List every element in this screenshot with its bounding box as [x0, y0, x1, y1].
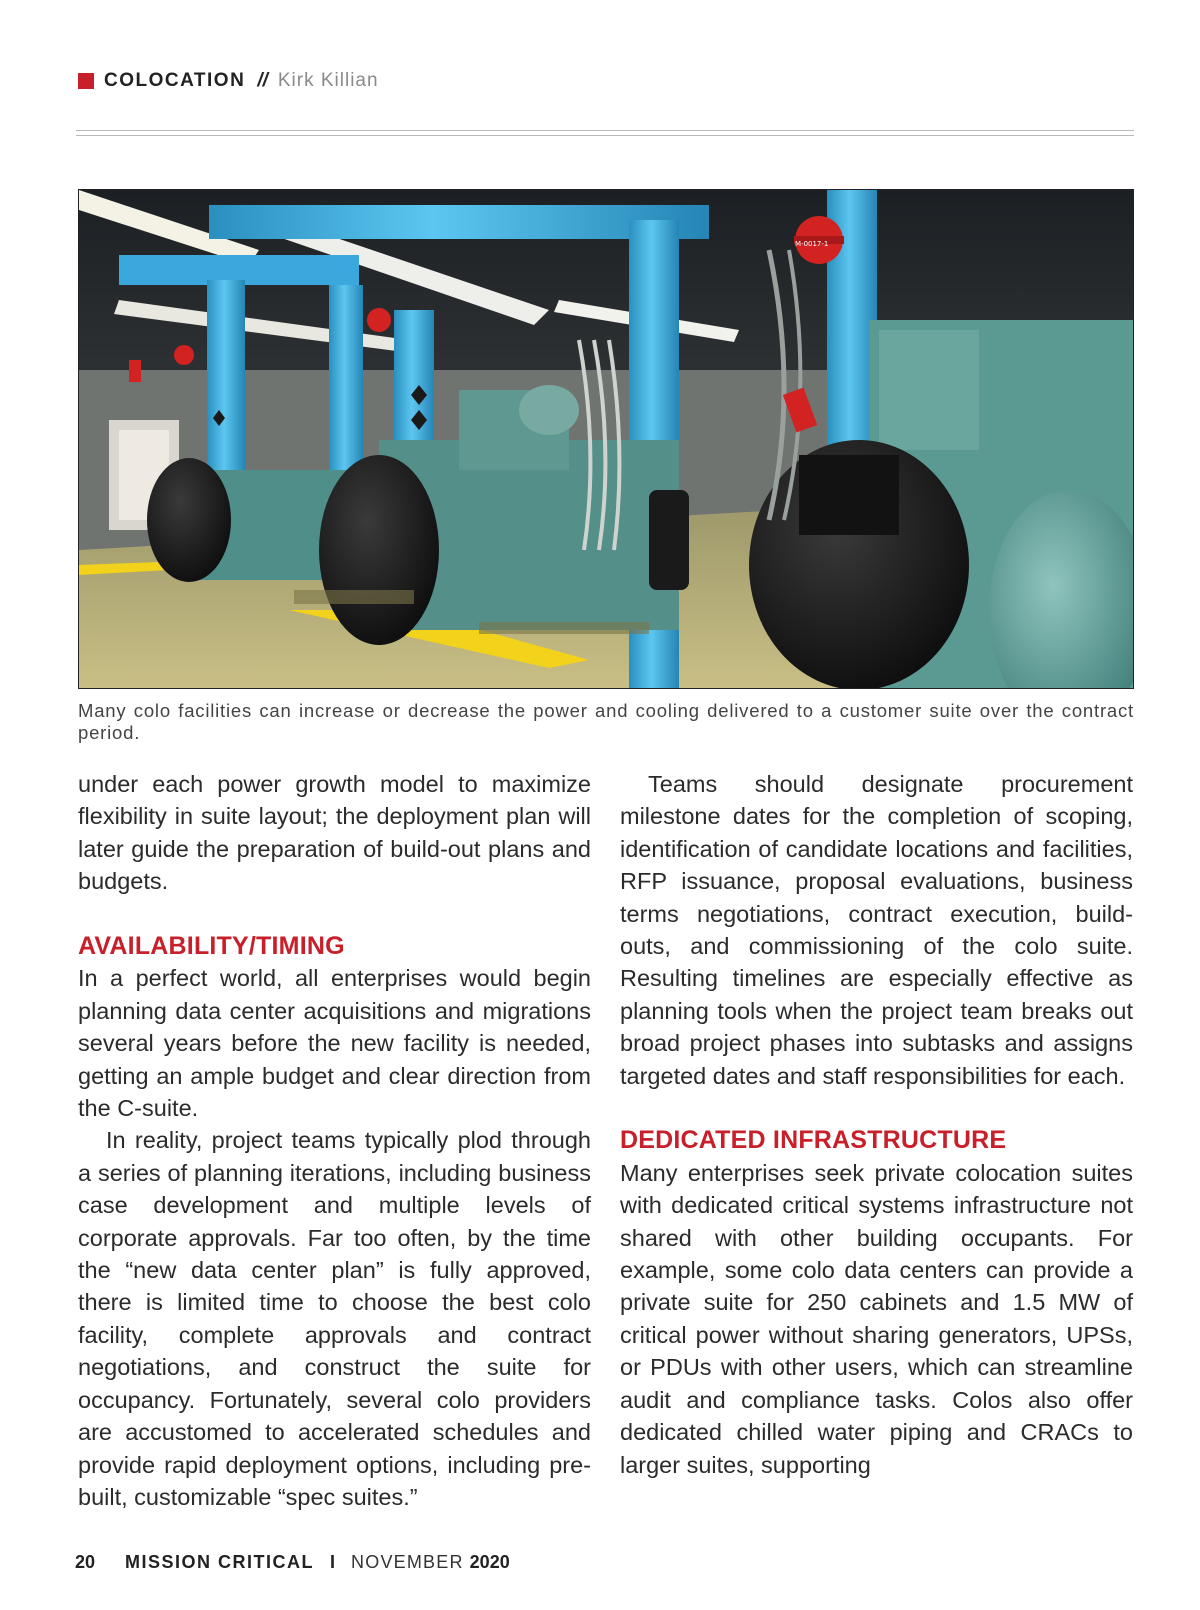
- section-header: [78, 70, 379, 92]
- paragraph-gap: [78, 898, 591, 930]
- footer-separator: I: [330, 1552, 336, 1572]
- page-footer: [75, 1552, 510, 1573]
- valve-tag-label: M-0017-1: [795, 240, 829, 248]
- header-separator: //: [257, 70, 268, 91]
- photo-caption: Many colo facilities can increase or decrease the power and cooling delivered to a customer suite over the contract period.: [78, 700, 1134, 743]
- left-paragraph-3: In reality, project teams typically plod through a series of planning iterations, including business case development and multiple levels of corporate approvals. Far too often, by the time the “new data center plan” is fully approved, there is limited time to choose the best colo facility, complete approvals and contract negotiations, and construct the suite for occupancy. Fortunately, several colo providers are accustomed to accelerated schedules and provide rapid deployment options, including pre-built, customizable “spec suites.”: [78, 1127, 591, 1510]
- left-paragraph-2: In a perfect world, all enterprises would begin planning data center acquisitions and migrations several years before the new facility is needed, getting an ample budget and clear direction from the C-suite.: [78, 965, 591, 1122]
- section-marker-icon: [78, 73, 94, 89]
- header-rule-top: [76, 130, 1134, 131]
- issue-month: NOVEMBER: [351, 1552, 464, 1572]
- right-paragraph-2: Many enterprises seek private colocation suites with dedicated critical systems infrastructure not shared with other building occupants. For example, some colo data centers can provide a private suite for 250 cabinets and 1.5 MW of critical power without sharing generators, UPSs, or PDUs with other users, which can streamline audit and compliance tasks. Colos also offer dedicated chilled water piping and CRACs to larger suites, supporting: [620, 1159, 1133, 1478]
- chiller-plant-photo: [79, 190, 1134, 689]
- article-photo: [78, 189, 1134, 689]
- left-paragraph-1: under each power growth model to maximize flexibility in suite layout; the deployment plan will later guide the preparation of build-out plans and budgets.: [78, 771, 591, 895]
- section-title: COLOCATION: [104, 70, 246, 91]
- page-number: 20: [75, 1552, 96, 1572]
- paragraph-gap: [620, 1092, 1133, 1124]
- right-paragraph-1: Teams should designate procurement milestone dates for the completion of scoping, identification of candidate locations and facilities, RFP issuance, proposal evaluations, business terms negotiations, contract execution, build-outs, and commissioning of the colo suite. Resulting timelines are especially effective as planning tools when the project team breaks out broad project phases into subtasks and assigns targeted dates and staff responsibilities for each.: [620, 771, 1133, 1089]
- issue-year: 2020: [469, 1552, 510, 1572]
- header-rule-bottom: [76, 135, 1134, 136]
- heading-dedicated-infrastructure: DEDICATED INFRASTRUCTURE: [620, 1126, 1007, 1155]
- author-name: Kirk Killian: [277, 70, 379, 91]
- right-column: [620, 768, 1133, 1481]
- heading-availability-timing: AVAILABILITY/TIMING: [78, 932, 345, 961]
- magazine-name: MISSION CRITICAL: [125, 1552, 315, 1572]
- left-column: [78, 768, 591, 1513]
